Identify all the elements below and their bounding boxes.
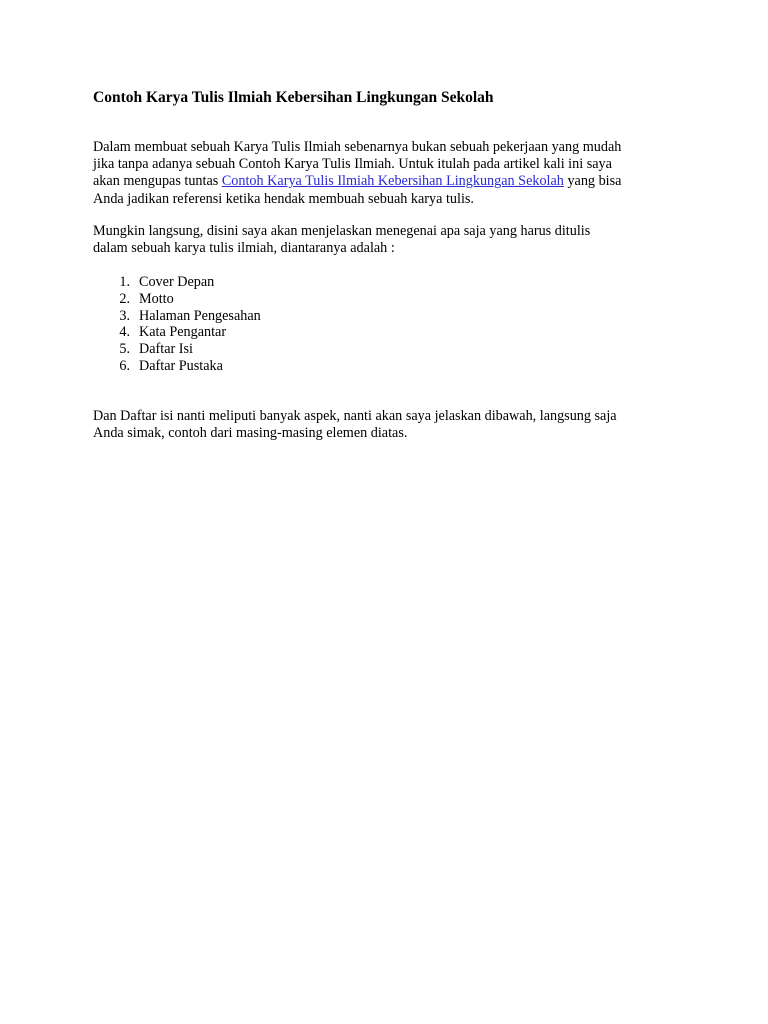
second-line-1: Mungkin langsung, disini saya akan menjelaskan menegenai apa saja yang harus ditulis [93,223,591,239]
list-item-number: 1. [119,274,130,290]
intro-line-3-end: yang bisa [563,173,622,190]
second-line-2: dalam sebuah karya tulis ilmiah, diantaranya adalah : [93,240,395,257]
intro-paragraph [93,139,683,208]
intro-line-3-start: akan mengupas tuntas [93,173,222,190]
list-item-number: 3. [119,307,130,324]
closing-line-2: Anda simak, contoh dari masing-masing elemen diatas. [93,425,408,442]
list-item-number: 2. [119,290,130,307]
closing-line-1: Dan Daftar isi nanti meliputi banyak aspek, nanti akan saya jelaskan dibawah, langsung saja [93,408,617,424]
second-paragraph [93,223,683,257]
list-item-text: Kata Pengantar [139,324,227,341]
document-title: Contoh Karya Tulis Ilmiah Kebersihan Lingkungan Sekolah [93,89,494,106]
list-item-number: 5. [119,341,130,358]
intro-line-1: Dalam membuat sebuah Karya Tulis Ilmiah sebenarnya bukan sebuah pekerjaan yang mudah [93,139,622,155]
article-link[interactable]: Contoh Karya Tulis Ilmiah Kebersihan Lingkungan Sekolah [221,173,564,190]
intro-line-2: jika tanpa adanya sebuah Contoh Karya Tulis Ilmiah. Untuk itulah pada artikel kali ini saya [93,156,612,173]
list-item-text: Daftar Pustaka [139,357,223,374]
closing-paragraph [93,408,683,442]
intro-line-3 [93,173,683,190]
list-item-text: Cover Depan [139,274,215,290]
list-item-text: Motto [139,290,174,307]
list-item-number: 4. [119,324,130,341]
list-item-text: Daftar Isi [139,341,193,358]
list-item-number: 6. [119,357,130,374]
list-item-text: Halaman Pengesahan [139,307,261,324]
intro-line-4: Anda jadikan referensi ketika hendak membuah sebuah karya tulis. [93,190,474,207]
